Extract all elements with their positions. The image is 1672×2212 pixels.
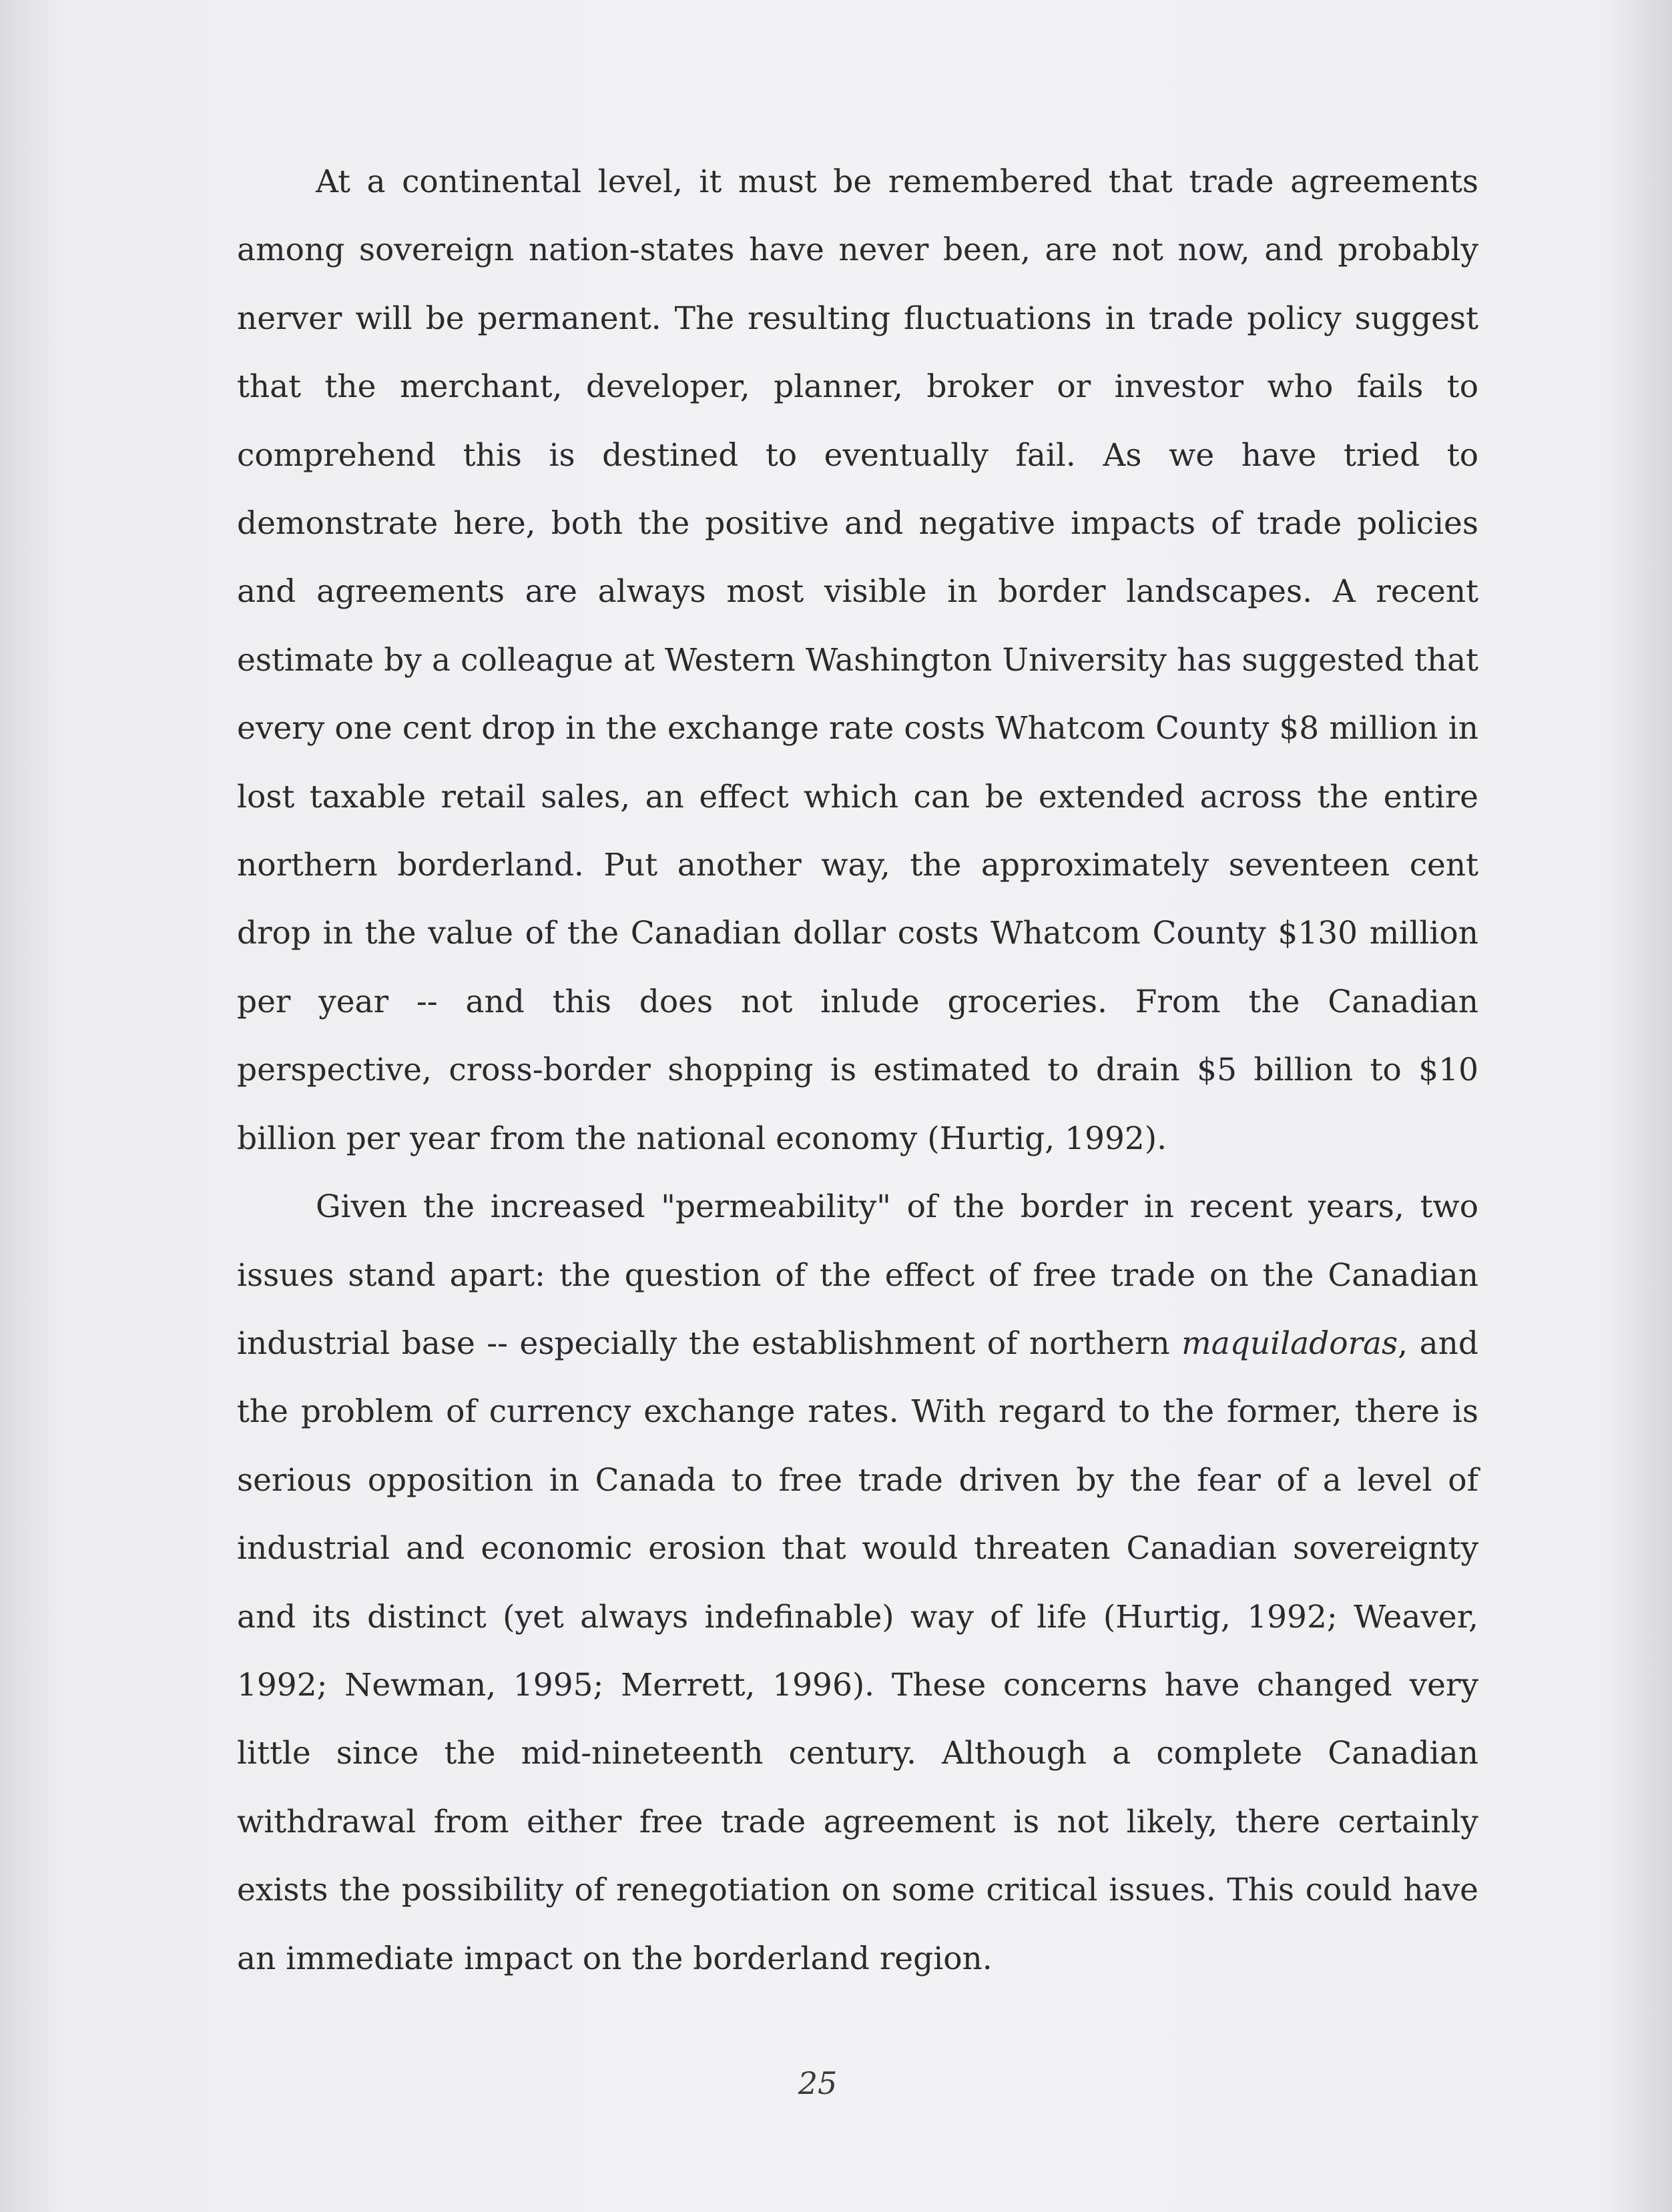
paragraph-trade-agreements [237,148,1478,1173]
body-text [237,148,1478,1993]
page-number: 25 [798,2065,838,2101]
paragraph-2-text-end: , and the problem of currency exchange rates. With regard to the former, there is serious opposition in Canada to free trade driven by the fear of a level of industrial and economic erosion that would threaten Canadian sovereignty and its distinct (yet always indefinable) way of life (Hurtig, 1992; Weaver, 1992; Newman, 1995; Merrett, 1996). These concerns have changed very little since the mid-nineteenth century. Although a complete Canadian withdrawal from either free trade agreement is not likely, there certainly exists the possibility of renegotiation on some critical issues. This could have an immediate impact on the borderland region. [237,1325,1478,1977]
paragraph-1-text: At a continental level, it must be remembered that trade agreements among sovereign nation-states have never been, are not now, and probably nerver will be permanent. The resulting fluctuations in trade policy suggest that the merchant, developer, planner, broker or investor who fails to comprehend this is destined to eventually fail. As we have tried to demonstrate here, both the positive and negative impacts of trade policies and agreements are always most visible in border landscapes. A recent estimate by a colleague at Western Washington University has suggested that every one cent drop in the exchange rate costs Whatcom County $8 million in lost taxable retail sales, an effect which can be extended across the entire northern borderland. Put another way, the approximately seventeen cent drop in the value of the Canadian dollar costs Whatcom County $130 million per year -- and this does not inlude groceries. From the Canadian perspective, cross-border shopping is estimated to drain $5 billion to $10 billion per year from the national economy (Hurtig, 1992). [237,163,1478,1157]
paragraph-border-permeability [237,1173,1478,1993]
paragraph-2-text-start: Given the increased "permeability" of the border in recent years, two issues stand apart: the question of the effect of free trade on the Canadian industrial base -- especially the establishment of northern [237,1188,1478,1362]
italic-term-maquiladoras: maquiladoras [1181,1325,1398,1362]
